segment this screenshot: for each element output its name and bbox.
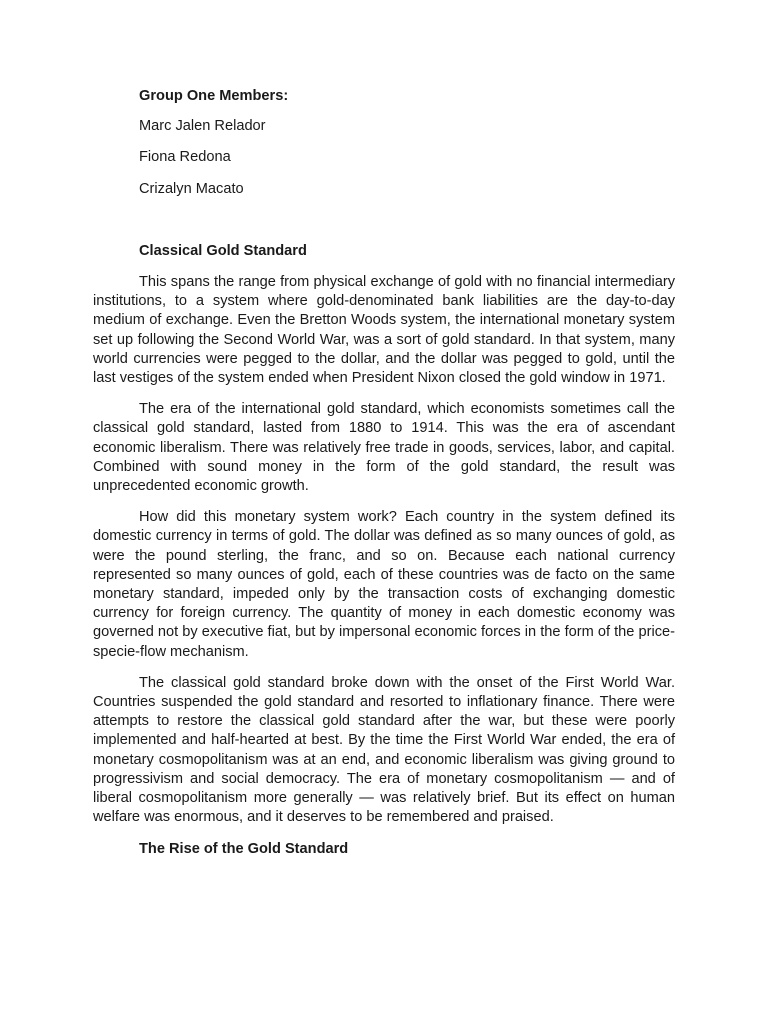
body-paragraph: This spans the range from physical exchange of gold with no financial intermediary institutions, to a system where gold-denominated bank liabilities are the day-to-day medium of exchange. Even the Bretton Woods system, the international monetary system set up following the Second World War, was a sort of gold standard. In that system, many world currencies were pegged to the dollar, and the dollar was pegged to gold, until the last vestiges of the system ended when President Nixon closed the gold window in 1971.	[93, 274, 675, 387]
body-paragraph: The classical gold standard broke down with the onset of the First World War. Countries suspended the gold standard and resorted to inflationary finance. There were attempts to restore the classical gold standard after the war, but these were poorly implemented and half-hearted at best. By the time the First World War ended, the era of monetary cosmopolitanism was at an end, and economic liberalism was giving ground to progressivism and social democracy. The era of monetary cosmopolitanism — and of liberal cosmopolitanism more generally — was relatively brief. But its effect on human welfare was enormous, and it deserves to be remembered and praised.	[93, 674, 675, 826]
section-heading-classical-gold-standard: Classical Gold Standard	[139, 242, 307, 259]
group-members-heading: Group One Members:	[139, 88, 289, 104]
group-member-name: Marc Jalen Relador	[139, 118, 266, 135]
document-body	[93, 87, 675, 859]
group-member-name: Crizalyn Macato	[139, 180, 244, 197]
group-member-name: Fiona Redona	[139, 149, 231, 166]
section-heading-rise-of-gold-standard: The Rise of the Gold Standard	[139, 840, 349, 857]
body-paragraph: The era of the international gold standard, which economists sometimes call the classical gold standard, lasted from 1880 to 1914. This was the era of ascendant economic liberalism. There was relatively free trade in goods, services, labor, and capital. Combined with sound money in the form of the gold standard, the result was unprecedented economic growth.	[93, 401, 675, 495]
body-paragraph: How did this monetary system work? Each country in the system defined its domestic currency in terms of gold. The dollar was defined as so many ounces of gold, as were the pound sterling, the franc, and so on. Because each national currency represented so many ounces of gold, each of these countries was de facto on the same monetary standard, impeded only by the transaction costs of exchanging domestic currency for foreign currency. The quantity of money in each domestic economy was governed not by executive fiat, but by impersonal economic forces in the form of the price-specie-flow mechanism.	[93, 509, 675, 660]
